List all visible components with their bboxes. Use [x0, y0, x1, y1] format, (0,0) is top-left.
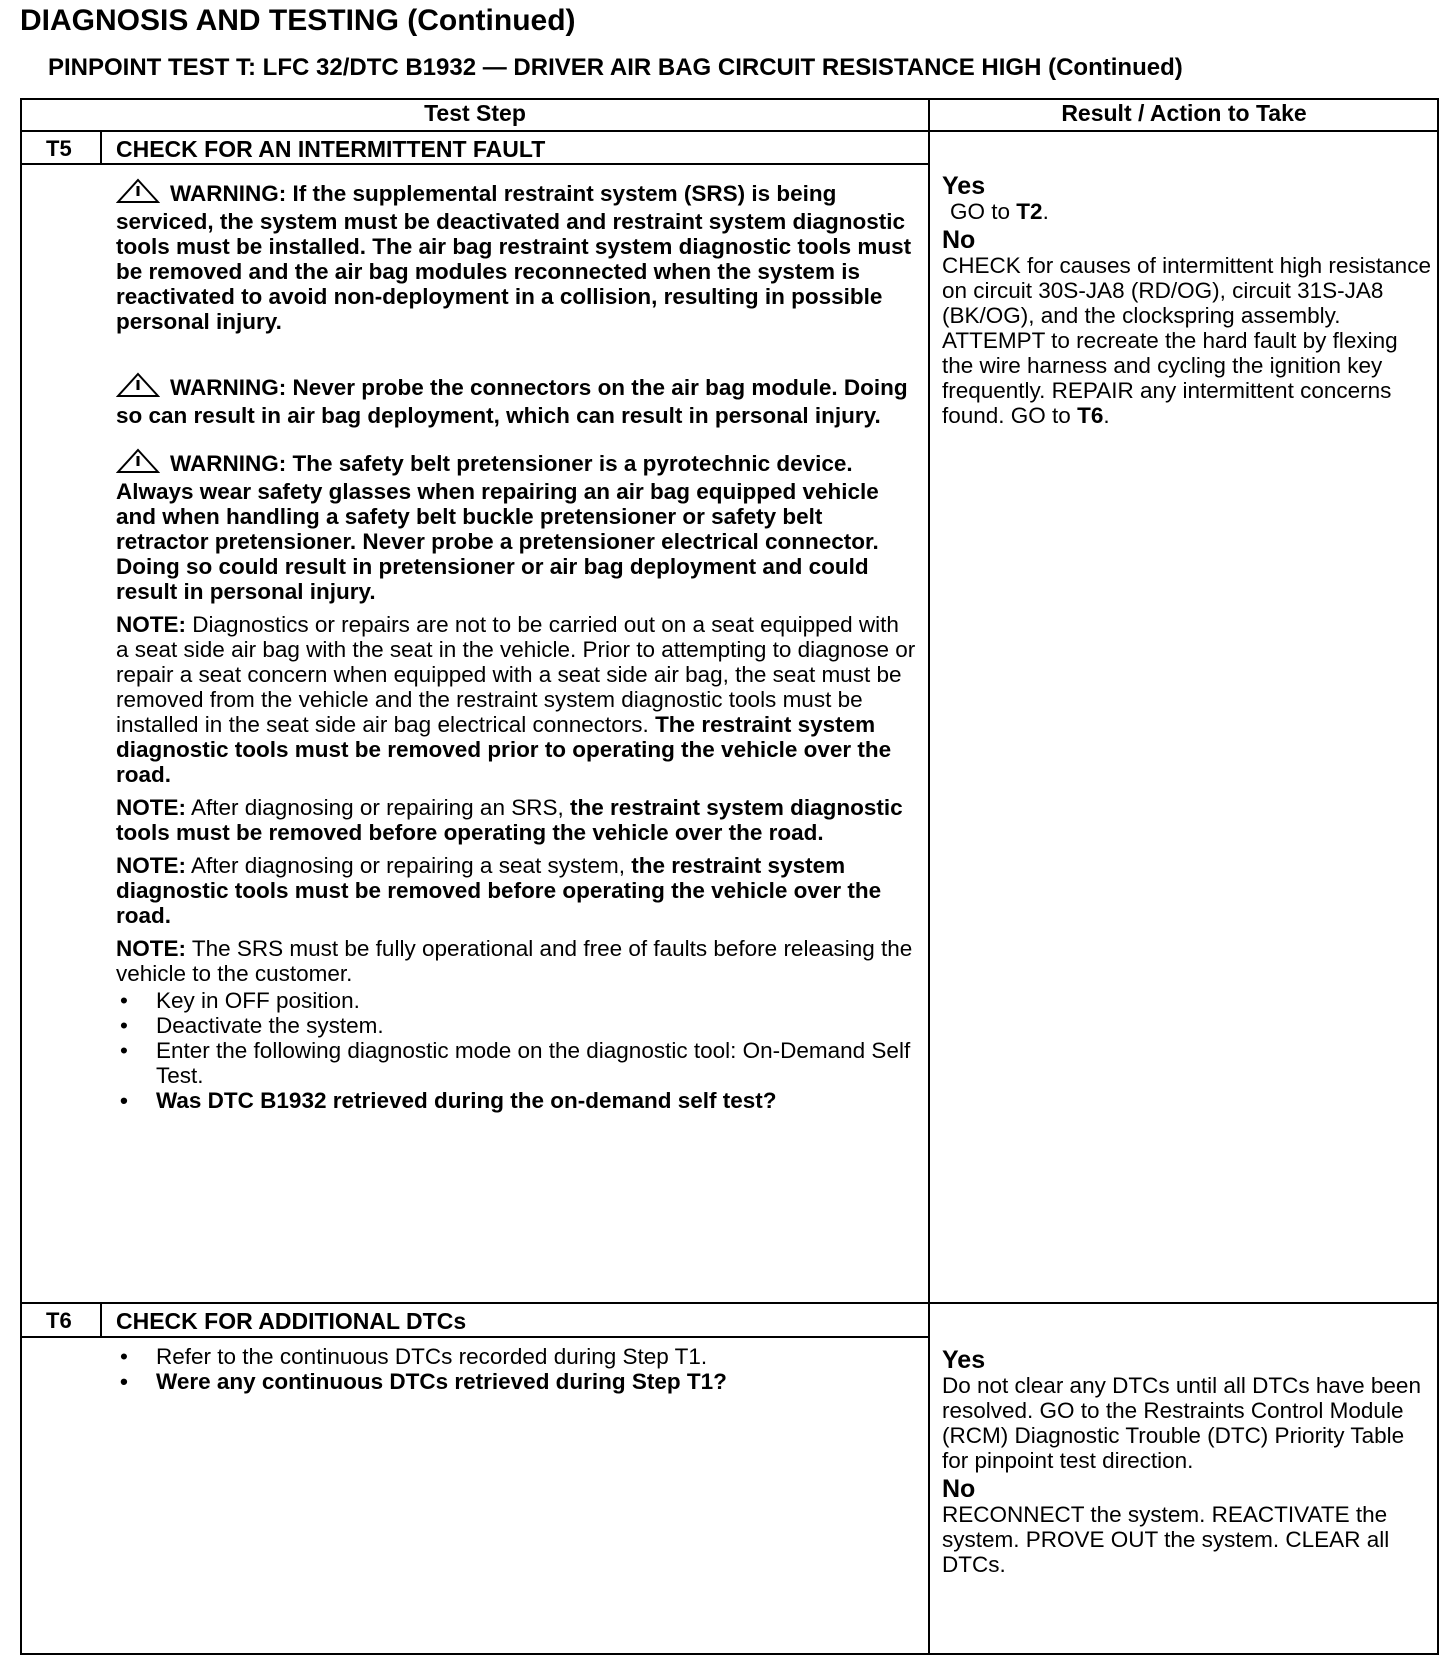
- t5-warning-srs: WARNING: If the supplemental restraint system (SRS) is being serviced, the system must be deactivated and restraint system diagnostic tools must be installed. The air bag restraint system diagnostic tools must be removed and the air bag modules reconnected when the system is reactivated to avoid non-deployment in a collision, resulting in possible personal injury.: [116, 178, 916, 334]
- list-item: • Key in OFF position.: [116, 988, 916, 1013]
- t5-warning-probe: WARNING: Never probe the connectors on the air bag module. Doing so can result in air bag deployment, which can result in personal injury.: [116, 372, 916, 428]
- t6-no-label: No: [942, 1475, 976, 1503]
- t5-step-title: CHECK FOR AN INTERMITTENT FAULT: [116, 136, 546, 162]
- list-item: • Refer to the continuous DTCs recorded during Step T1.: [116, 1344, 916, 1369]
- t6-yes-label: Yes: [942, 1346, 986, 1374]
- t5-results: [942, 172, 1432, 432]
- t5-note-seat-system: NOTE: After diagnosing or repairing a seat system, the restraint system diagnostic tools must be removed before operating the vehicle over the road.: [116, 853, 882, 928]
- t6-results: [942, 1346, 1432, 1581]
- t5-yes-label: Yes: [942, 172, 986, 200]
- t6-no-action: RECONNECT the system. REACTIVATE the system. PROVE OUT the system. CLEAR all DTCs.: [942, 1502, 1390, 1577]
- column-divider: [928, 98, 930, 1655]
- t5-note-srs: NOTE: After diagnosing or repairing an SRS, the restraint system diagnostic tools must be removed before operating the vehicle over the road.: [116, 795, 903, 845]
- t5-id-divider: [100, 130, 102, 165]
- t6-step-body: [116, 1344, 916, 1394]
- t5-title-divider: [20, 163, 930, 165]
- t5-warning-pretensioner: WARNING: The safety belt pretensioner is a pyrotechnic device. Always wear safety glasses when repairing an air bag equipped vehicle and when handling a safety belt buckle pretensioner or safety belt retractor pretensioner. Never probe a pretensioner electrical connector. Doing so could result in pretensioner or air bag deployment and could result in personal injury.: [116, 448, 916, 604]
- column-header-result: Result / Action to Take: [1061, 100, 1307, 126]
- t6-step-title: CHECK FOR ADDITIONAL DTCs: [116, 1308, 467, 1334]
- list-item: • Deactivate the system.: [116, 1013, 916, 1038]
- t5-no-action: CHECK for causes of intermittent high resistance on circuit 30S-JA8 (RD/OG), circuit 31S-JA8 (BK/OG), and the clockspring assembly. ATTEMPT to recreate the hard fault by flexing the wire harness and cycling the ignition key frequently. REPAIR any intermittent concerns found. GO to T6.: [942, 253, 1431, 428]
- t6-yes-action: Do not clear any DTCs until all DTCs have been resolved. GO to the Restraints Control Module (RCM) Diagnostic Trouble (DTC) Priority Table for pinpoint test direction.: [942, 1373, 1421, 1473]
- t6-row-divider: [20, 1302, 1439, 1304]
- t6-title-divider: [20, 1336, 930, 1338]
- t5-yes-target-link[interactable]: T2: [1016, 199, 1043, 224]
- page-title: DIAGNOSIS AND TESTING (Continued): [20, 4, 576, 37]
- t5-no-label: No: [942, 226, 976, 254]
- pinpoint-test-title: PINPOINT TEST T: LFC 32/DTC B1932 — DRIVER AIR BAG CIRCUIT RESISTANCE HIGH (Continued): [48, 54, 1183, 81]
- column-header-test-step: Test Step: [424, 100, 526, 126]
- t5-step-list: [116, 988, 916, 1113]
- list-item: • Enter the following diagnostic mode on the diagnostic tool: On-Demand Self Test.: [116, 1038, 916, 1088]
- t6-step-id: T6: [46, 1308, 72, 1333]
- t5-note-seat-side: NOTE: Diagnostics or repairs are not to be carried out on a seat equipped with a seat side air bag with the seat in the vehicle. Prior to attempting to diagnose or repair a seat concern when equipped with a seat side air bag, the seat must be removed from the vehicle and the restraint system diagnostic tools must be installed in the seat side air bag electrical connectors. The restraint system diagnostic tools must be removed prior to operating the vehicle over the road.: [116, 612, 916, 787]
- list-item-question: • Were any continuous DTCs retrieved during Step T1?: [116, 1369, 916, 1394]
- t5-no-target-link[interactable]: T6: [1077, 403, 1104, 428]
- warning-triangle-icon: [116, 448, 160, 479]
- header-divider: [20, 130, 1439, 132]
- warning-triangle-icon: [116, 372, 160, 403]
- t6-id-divider: [100, 1302, 102, 1338]
- t5-yes-action: GO to T2.: [950, 199, 1049, 224]
- list-item-question: • Was DTC B1932 retrieved during the on-demand self test?: [116, 1088, 916, 1113]
- t5-step-body: [116, 178, 916, 1113]
- warning-triangle-icon: [116, 178, 160, 209]
- t5-note-operational: NOTE: The SRS must be fully operational and free of faults before releasing the vehicle to the customer.: [116, 936, 913, 986]
- t6-step-list: [116, 1344, 916, 1394]
- t5-step-id: T5: [46, 136, 72, 161]
